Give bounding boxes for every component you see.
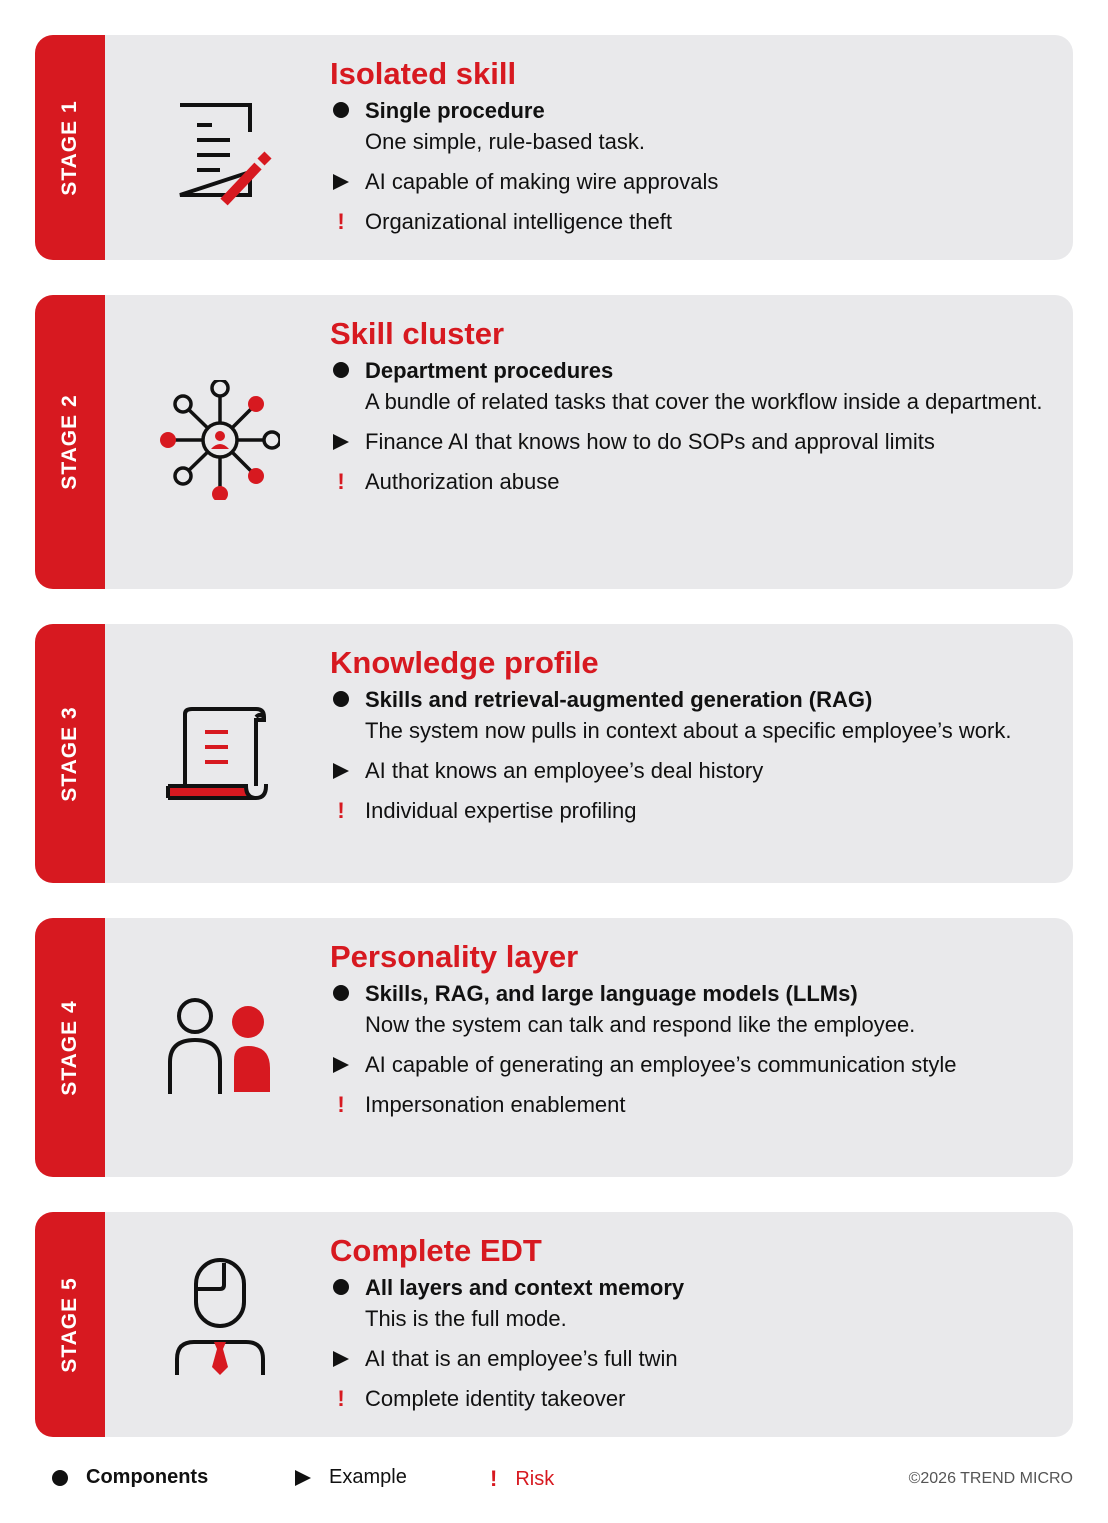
exclamation-icon: ! <box>490 1466 498 1491</box>
stage-label: STAGE 3 <box>58 705 81 802</box>
legend-risk-label: Risk <box>515 1467 555 1490</box>
component-description: This is the full mode. <box>365 1306 567 1331</box>
exclamation-icon: ! <box>337 1092 345 1117</box>
triangle-icon <box>330 1343 352 1375</box>
example-text: AI capable of making wire approvals <box>365 169 719 194</box>
legend-risk <box>490 1466 554 1492</box>
bullet-dot-icon <box>330 978 352 1009</box>
document-pencil-icon <box>160 90 280 210</box>
triangle-icon <box>330 166 352 198</box>
example-row <box>330 755 1043 786</box>
exclamation-icon: ! <box>337 469 345 494</box>
risk-text: Authorization abuse <box>365 469 560 494</box>
stage-content <box>330 644 1043 826</box>
stage-title: Isolated skill <box>330 56 517 91</box>
bullet-dot-icon <box>52 1470 68 1486</box>
stage-title: Skill cluster <box>330 316 505 351</box>
legend-components-label: Components <box>86 1466 209 1488</box>
bullet-dot-icon <box>330 1272 352 1303</box>
stage-label: STAGE 2 <box>58 394 81 490</box>
risk-row <box>330 1383 1043 1414</box>
risk-row <box>330 206 1043 237</box>
example-row <box>330 1049 1043 1080</box>
triangle-icon <box>330 426 352 458</box>
legend-components <box>52 1466 208 1489</box>
scroll-icon <box>160 694 280 814</box>
stage-card-1 <box>35 35 1073 260</box>
stage-card-3 <box>35 624 1073 883</box>
risk-row <box>330 466 1043 497</box>
copyright: ©2026 TREND MICRO <box>908 1470 1073 1487</box>
triangle-icon <box>330 1049 352 1081</box>
example-text: AI capable of generating an employee’s communication style <box>365 1052 957 1077</box>
example-text: AI that knows an employee’s deal history <box>365 758 764 783</box>
bullet-dot-icon <box>330 95 352 126</box>
risk-text: Impersonation enablement <box>365 1092 626 1117</box>
component-label: Single procedure <box>365 98 545 123</box>
legend-example <box>295 1466 407 1489</box>
component-description: One simple, rule-based task. <box>365 129 646 154</box>
legend-example-label: Example <box>329 1466 407 1488</box>
network-hub-icon <box>160 380 280 500</box>
two-people-icon <box>160 988 280 1108</box>
example-row <box>330 1343 1043 1374</box>
component-description: The system now pulls in context about a specific employee’s work. <box>365 718 1012 743</box>
stage-label: STAGE 4 <box>58 999 81 1096</box>
stage-title: Complete EDT <box>330 1233 542 1268</box>
component-row <box>330 1272 1043 1334</box>
stage-card-4 <box>35 918 1073 1177</box>
risk-row <box>330 1089 1043 1120</box>
risk-text: Complete identity takeover <box>365 1386 626 1411</box>
example-text: AI that is an employee’s full twin <box>365 1346 678 1371</box>
example-row <box>330 426 1043 457</box>
risk-text: Organizational intelligence theft <box>365 209 672 234</box>
exclamation-icon: ! <box>337 798 345 823</box>
bullet-dot-icon <box>330 355 352 386</box>
exclamation-icon: ! <box>337 209 345 234</box>
stage-tab <box>35 295 105 589</box>
component-row <box>330 978 1043 1040</box>
example-row <box>330 166 1043 197</box>
stage-title: Personality layer <box>330 939 579 974</box>
stage-content <box>330 315 1043 497</box>
stage-card-2 <box>35 295 1073 589</box>
exclamation-icon: ! <box>337 1386 345 1411</box>
component-label: Department procedures <box>365 358 614 383</box>
legend <box>52 1466 1073 1496</box>
stage-content <box>330 938 1043 1120</box>
bullet-dot-icon <box>330 684 352 715</box>
component-label: Skills and retrieval-augmented generation (RAG) <box>365 687 873 712</box>
component-label: All layers and context memory <box>365 1275 685 1300</box>
stage-label: STAGE 1 <box>58 99 81 196</box>
stage-tab <box>35 624 105 883</box>
stage-title: Knowledge profile <box>330 645 599 680</box>
component-label: Skills, RAG, and large language models (LLMs) <box>365 981 858 1006</box>
stage-content <box>330 55 1043 237</box>
component-description: Now the system can talk and respond like the employee. <box>365 1012 916 1037</box>
stage-tab <box>35 35 105 260</box>
stage-label: STAGE 5 <box>58 1276 81 1373</box>
stage-tab <box>35 1212 105 1437</box>
risk-row <box>330 795 1043 826</box>
component-row <box>330 355 1043 417</box>
component-row <box>330 95 1043 157</box>
stage-tab <box>35 918 105 1177</box>
risk-text: Individual expertise profiling <box>365 798 637 823</box>
example-text: Finance AI that knows how to do SOPs and approval limits <box>365 429 935 454</box>
stage-card-5 <box>35 1212 1073 1437</box>
stage-content <box>330 1232 1043 1414</box>
triangle-icon <box>330 755 352 787</box>
component-row <box>330 684 1043 746</box>
triangle-icon <box>295 1470 311 1486</box>
component-description: A bundle of related tasks that cover the workflow inside a department. <box>365 389 1043 414</box>
person-tie-icon <box>160 1257 280 1377</box>
